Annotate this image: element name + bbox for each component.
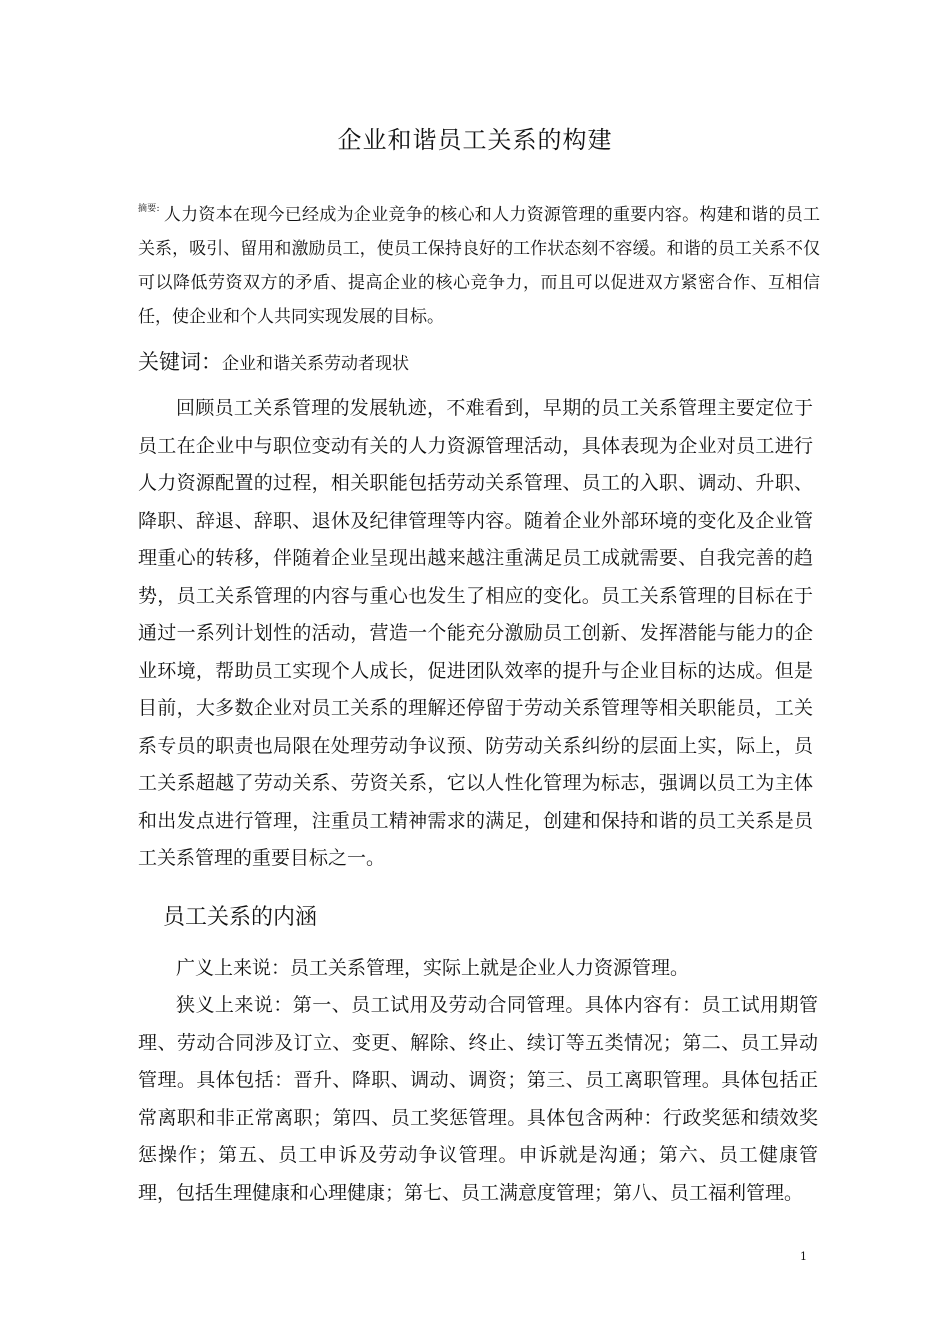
- page-number: 1: [800, 1250, 807, 1263]
- section-heading: 员工关系的内涵: [163, 905, 318, 930]
- narrow-definition-paragraph: 狭义上来说：第一、员工试用及劳动合同管理。具体内容有：员工试用期管理、劳动合同涉及订立、变更、解除、终止、续订等五类情况；第二、员工异动管理。具体包括：晋升、降职、调动、调资；第三、员工离职管理。具体包括正常离职和非正常离职；第四、员工奖惩管理。具体包含两种：行政奖惩和绩效奖惩操作；第五、员工申诉及劳动争议管理。申诉就是沟通；第六、员工健康管理，包括生理健康和心理健康；第七、员工满意度管理；第八、员工福利管理。: [138, 994, 818, 1204]
- abstract: [138, 192, 820, 334]
- abstract-text: 人力资本在现今已经成为企业竞争的核心和人力资源管理的重要内容。构建和谐的员工关系，吸引、留用和激励员工，使员工保持良好的工作状态刻不容缓。和谐的员工关系不仅可以降低劳资双方的矛盾、提高企业的核心竞争力，而且可以促进双方紧密合作、互相信任，使企业和个人共同实现发展的目标。: [138, 205, 820, 327]
- keywords-label: 关键词：: [138, 350, 222, 374]
- intro-paragraph: 回顾员工关系管理的发展轨迹，不难看到，早期的员工关系管理主要定位于员工在企业中与职位变动有关的人力资源管理活动，具体表现为企业对员工进行人力资源配置的过程，相关职能包括劳动关系管理、员工的入职、调动、升职、降职、辞退、辞职、退休及纪律管理等内容。随着企业外部环境的变化及企业管理重心的转移，伴随着企业呈现出越来越注重满足员工成就需要、自我完善的趋势，员工关系管理的内容与重心也发生了相应的变化。员工关系管理的目标在于通过一系列计划性的活动，营造一个能充分激励员工创新、发挥潜能与能力的企业环境，帮助员工实现个人成长，促进团队效率的提升与企业目标的达成。但是目前，大多数企业对员工关系的理解还停留于劳动关系管理等相关职能员，工关系专员的职责也局限在处理劳动争议预、防劳动关系纠纷的层面上实，际上，员工关系超越了劳动关系、劳资关系，它以人性化管理为标志，强调以员工为主体和出发点进行管理，注重员工精神需求的满足，创建和保持和谐的员工关系是员工关系管理的重要目标之一。: [138, 397, 813, 869]
- abstract-label: 摘要:: [138, 204, 160, 214]
- document-title: 企业和谐员工关系的构建: [337, 126, 613, 154]
- broad-definition-paragraph: 广义上来说：员工关系管理，实际上就是企业人力资源管理。: [176, 957, 690, 979]
- keywords: [138, 346, 820, 376]
- keywords-text: 企业和谐关系劳动者现状: [222, 354, 409, 374]
